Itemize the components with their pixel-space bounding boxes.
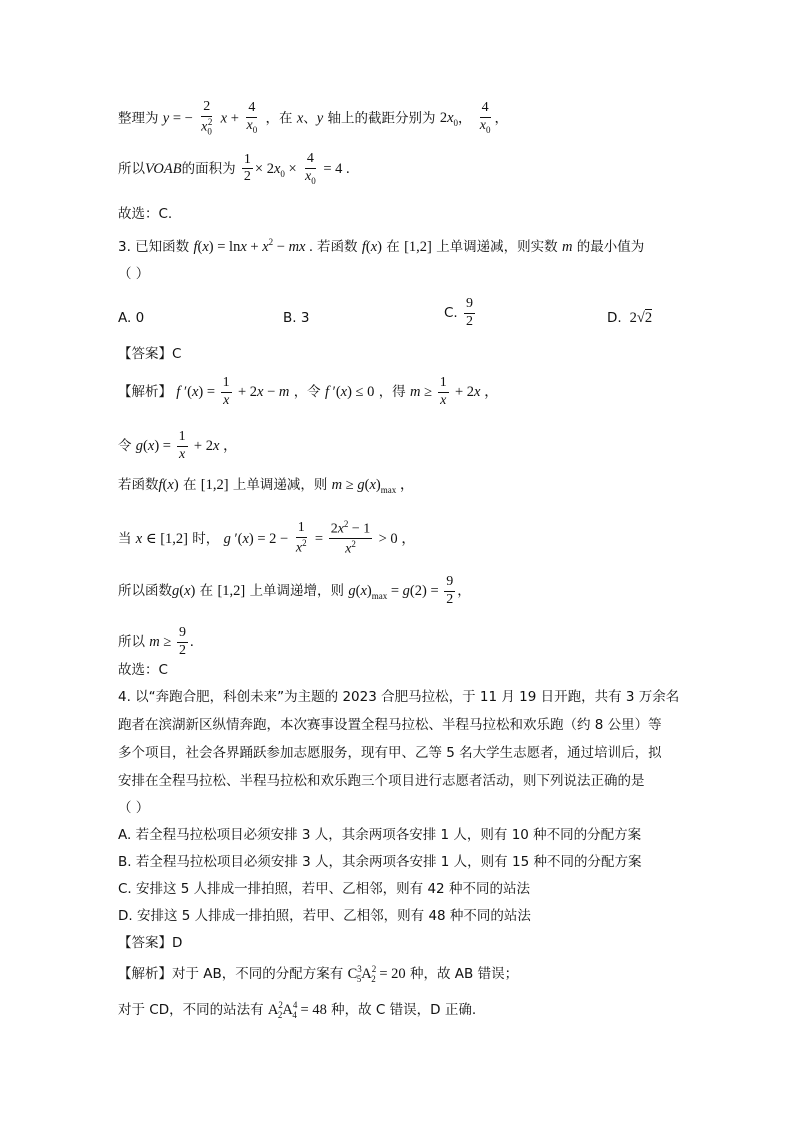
text: 上单调递减，则实数 bbox=[436, 238, 558, 255]
math: + 2x ， bbox=[454, 384, 499, 401]
q4-paren: （ ） bbox=[118, 800, 150, 816]
fraction: $\frac{9}{2}$ bbox=[466, 296, 474, 329]
text: 整理为 bbox=[118, 110, 159, 127]
math: > 0 ， bbox=[378, 530, 416, 547]
fraction: $\frac{9}{2}$ bbox=[179, 625, 186, 658]
math: g(x) = bbox=[135, 438, 175, 455]
prev-line-1: 整理为 y = − $\frac{2}{x_0^2}$ x + $\frac{4}{x_0}$ ，在 x、y 轴上的截距分别为 $2x_0$， $\frac{4}{x_0}$ ， bbox=[118, 99, 509, 137]
q3-paren: （ ） bbox=[118, 266, 150, 282]
prev-line-2 bbox=[118, 152, 350, 186]
math: g ′(x) = 2 − bbox=[223, 530, 292, 547]
text: 在 bbox=[182, 477, 197, 493]
math: x ∈ [1,2] bbox=[135, 530, 188, 547]
math: x bbox=[296, 110, 304, 127]
text: ， bbox=[458, 110, 472, 127]
math: (x) bbox=[365, 238, 382, 255]
math: f bbox=[361, 238, 366, 255]
math: y bbox=[316, 110, 324, 127]
q3-analysis-5: 所以函数g(x) 在 [1,2] 上单调递增，则 $g(x)_{max} = g(2)$ = $\frac{9}{2}$ ， bbox=[118, 574, 471, 607]
q3-stem bbox=[118, 238, 644, 254]
q4-option-d: D. 安排这 5 人排成一排拍照，若甲、乙相邻，则有 48 种不同的站法 bbox=[118, 908, 531, 924]
text: 所以 bbox=[118, 634, 145, 651]
math: [1,2] bbox=[217, 583, 246, 600]
q4-option-c: C. 安排这 5 人排成一排拍照，若甲、乙相邻，则有 42 种不同的站法 bbox=[118, 881, 530, 897]
q3-analysis-2 bbox=[118, 430, 238, 462]
prev-end: 故选：C. bbox=[118, 206, 173, 222]
text: 上单调递增，则 bbox=[249, 583, 345, 600]
fraction: $\frac{1}{x^2}$ bbox=[295, 520, 307, 556]
q4-analysis-2 bbox=[118, 1001, 476, 1020]
q3-end: 故选：C bbox=[118, 662, 168, 678]
math: f bbox=[193, 238, 198, 255]
math: = bbox=[314, 530, 327, 547]
q4-line-1: 4. 以“奔跑合肥，科创未来”为主题的 2023 合肥马拉松，于 11 月 19 日开跑，共有 3 万余名 bbox=[118, 689, 680, 705]
math: f bbox=[158, 477, 163, 493]
q3-option-d bbox=[607, 310, 652, 327]
q3-answer: 【答案】C bbox=[118, 346, 182, 362]
q4-answer: 【答案】D bbox=[118, 935, 183, 951]
math: x bbox=[220, 110, 228, 127]
fraction: $\frac{9}{2}$ bbox=[446, 574, 454, 607]
math: × $2x_0$ × bbox=[254, 160, 297, 179]
text: 轴上的截距分别为 bbox=[327, 110, 436, 127]
math: + 2x − m bbox=[237, 384, 290, 401]
q4-line-4: 安排在全程马拉松、半程马拉松和欢乐跑三个项目进行志愿者活动，则下列说法正确的是 bbox=[118, 773, 645, 789]
q3-analysis-4 bbox=[118, 520, 416, 558]
math: + 2x ， bbox=[193, 438, 238, 455]
fraction: $\frac{2}{x_0^2}$ bbox=[201, 99, 213, 137]
math: (x) bbox=[162, 477, 179, 493]
math: $m \ge g(x)_{max}$ ， bbox=[331, 477, 415, 495]
math: m bbox=[561, 238, 573, 255]
math: = − bbox=[169, 110, 193, 127]
text: ，令 bbox=[293, 384, 321, 401]
q3-analysis-3 bbox=[118, 478, 414, 495]
fraction: $\frac{1}{x}$ bbox=[222, 375, 230, 408]
q4-option-a: A. 若全程马拉松项目必须安排 3 人，其余两项各安排 1 人，则有 10 种不同的分配方案 bbox=[118, 827, 642, 843]
text: 种，故 AB 错误； bbox=[409, 965, 519, 982]
q3-analysis-1 bbox=[118, 376, 499, 408]
math: $C^3_5A^2_2 = 20$ bbox=[347, 964, 406, 984]
math: = 4 . bbox=[319, 160, 350, 177]
math: [1,2] bbox=[200, 477, 229, 493]
math: m ≥ bbox=[409, 384, 436, 401]
text: 在 bbox=[386, 238, 400, 255]
math: $A^2_2A^4_4 = 48$ bbox=[267, 1000, 327, 1020]
text: 当 bbox=[118, 530, 132, 547]
math: $g(x)_{max} = g(2)$ = bbox=[348, 583, 443, 602]
q4-option-b: B. 若全程马拉松项目必须安排 3 人，其余两项各安排 1 人，则有 15 种不同的分配方案 bbox=[118, 854, 642, 870]
text: D. bbox=[607, 310, 622, 326]
text: ，在 bbox=[265, 110, 293, 127]
fraction: $\frac{4}{x_0}$ bbox=[246, 100, 258, 135]
q3-option-b: B. 3 bbox=[283, 310, 310, 326]
text: 、 bbox=[303, 110, 317, 127]
math: [1,2] bbox=[404, 238, 432, 255]
q3-option-c bbox=[444, 297, 477, 329]
text: 对于 CD，不同的站法有 bbox=[118, 1001, 264, 1018]
math: 2√2 bbox=[625, 310, 653, 326]
fraction: $\frac{4}{x_0}$ bbox=[305, 151, 316, 186]
math: $2x_0$ bbox=[439, 110, 458, 129]
text: 【解析】对于 AB，不同的分配方案有 bbox=[118, 965, 344, 982]
text: ，得 bbox=[378, 384, 406, 401]
text: 时， bbox=[192, 530, 220, 547]
math: (x) bbox=[179, 583, 196, 600]
math: g bbox=[172, 583, 180, 600]
math: + bbox=[227, 110, 243, 127]
text: 若函数 bbox=[317, 238, 358, 255]
math: $(x) = \ln x + x^2$ − mx . bbox=[197, 237, 313, 255]
text: 的面积为 bbox=[181, 160, 236, 177]
text: 若函数 bbox=[118, 477, 159, 493]
q4-analysis-1 bbox=[118, 965, 518, 984]
fraction: $\frac{4}{x_0}$ bbox=[479, 100, 491, 135]
math: f ′(x) = bbox=[176, 384, 219, 401]
text: 的最小值为 bbox=[576, 238, 645, 255]
text: 所以 bbox=[118, 160, 145, 177]
text: 【解析】 bbox=[118, 384, 172, 401]
math: VOAB bbox=[145, 160, 182, 177]
math: y bbox=[162, 110, 170, 127]
text: 上单调递减，则 bbox=[232, 477, 328, 493]
text: 3. 已知函数 bbox=[118, 238, 190, 255]
fraction: $\frac{1}{x}$ bbox=[439, 375, 447, 408]
text: 种，故 C 错误，D 正确. bbox=[331, 1001, 477, 1018]
text: 令 bbox=[118, 438, 132, 455]
fraction: $\frac{2x^2 - 1}{x^2}$ bbox=[330, 519, 371, 557]
math: m ≥ bbox=[149, 634, 175, 651]
q3-option-a: A. 0 bbox=[118, 310, 145, 326]
text: 在 bbox=[199, 583, 214, 600]
q3-analysis-6: 所以 m ≥ $\frac{9}{2}$ . bbox=[118, 625, 194, 658]
fraction: $\frac{1}{2}$ bbox=[243, 151, 251, 185]
fraction: $\frac{1}{x}$ bbox=[178, 429, 186, 462]
text: C. bbox=[444, 305, 458, 322]
text: 所以函数 bbox=[118, 583, 172, 600]
q4-line-2: 跑者在滨湖新区纵情奔跑，本次赛事设置全程马拉松、半程马拉松和欢乐跑（约 8 公里）等 bbox=[118, 717, 662, 733]
math: f ′(x) ≤ 0 bbox=[324, 384, 375, 401]
q4-line-3: 多个项目，社会各界踊跃参加志愿服务，现有甲、乙等 5 名大学生志愿者，通过培训后，拟 bbox=[118, 745, 662, 761]
